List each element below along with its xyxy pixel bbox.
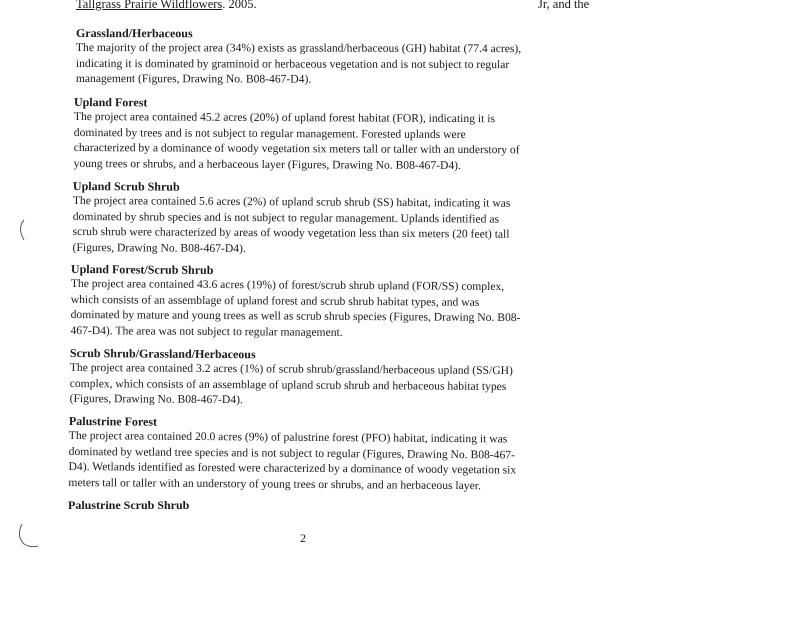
section-body bbox=[73, 193, 543, 258]
section-heading: Scrub Shrub/Grassland/Herbaceous bbox=[69, 346, 256, 362]
body-line: The project area contained 45.2 acres (20%) of upland forest habitat (FOR), indicating it is bbox=[73, 109, 496, 126]
body-line: indicating it is dominated by graminoid or herbaceous vegetation and is not subject to regular bbox=[75, 56, 510, 71]
body-line: The project area contained 20.0 acres (9%) of palustrine forest (PFO) habitat, indicating it was bbox=[68, 428, 508, 446]
body-line: (Figures, Drawing No. B08-467-D4). bbox=[69, 392, 243, 407]
reference-title: Tallgrass Prairie Wildflowers bbox=[76, 0, 223, 11]
section-palustrine-forest bbox=[68, 414, 539, 494]
body-line: D4). Wetlands identified as forested were characterized by a dominance of woody vegetation six bbox=[68, 460, 517, 477]
body-line: dominated by trees and is not subject to regular management. Forested uplands were bbox=[73, 125, 466, 141]
body-line: management (Figures, Drawing No. B08-467-D4). bbox=[75, 72, 312, 86]
body-line: which consists of an assemblage of upland forest and scrub shrub habitat types, and was bbox=[70, 292, 480, 309]
section-body bbox=[74, 109, 544, 174]
section-body bbox=[70, 276, 540, 342]
body-line: The project area contained 43.6 acres (19%) of forest/scrub shrub upland (FOR/SS) complex, bbox=[70, 276, 505, 294]
page-number: 2 bbox=[300, 531, 306, 545]
section-heading: Upland Forest bbox=[73, 95, 148, 110]
scan-hole-punch-mark bbox=[14, 218, 28, 242]
body-line: dominated by shrub species and is not subject to regular management. Uplands identified as bbox=[72, 209, 500, 226]
section-upland-forest bbox=[74, 95, 544, 174]
body-line: The project area contained 5.6 acres (2%) of upland scrub shrub (SS) habitat, indicating it was bbox=[72, 193, 511, 210]
body-line: young trees or shrubs, and a herbaceous layer (Figures, Drawing No. B08-467-D4). bbox=[73, 156, 461, 172]
top-fragment bbox=[76, 0, 590, 12]
scan-hole-punch-mark bbox=[14, 522, 40, 550]
body-line: 467-D4). The area was not subject to regular management. bbox=[70, 323, 343, 339]
section-heading: Palustrine Forest bbox=[68, 414, 158, 429]
body-line: dominated by wetland tree species and is not subject to regular (Figures, Drawing No. B08-467- bbox=[68, 444, 516, 462]
body-line: The majority of the project area (34%) exists as grassland/herbaceous (GH) habitat (77.4 acres), bbox=[75, 40, 522, 56]
section-heading: Grassland/Herbaceous bbox=[75, 26, 193, 41]
reference-tail: Jr, and the bbox=[538, 0, 590, 11]
body-line: characterized by a dominance of woody vegetation six meters tall or taller with an understory of bbox=[73, 141, 520, 157]
body-line: meters tall or taller with an understory of young trees or shrubs, and an herbaceous layer. bbox=[68, 475, 481, 493]
section-body bbox=[68, 428, 538, 494]
section-body bbox=[76, 40, 546, 88]
section-heading: Upland Scrub Shrub bbox=[72, 179, 180, 194]
section-body bbox=[70, 360, 540, 410]
section-upland-forest-scrub-shrub bbox=[70, 262, 541, 342]
body-line: (Figures, Drawing No. B08-467-D4). bbox=[72, 240, 246, 255]
section-palustrine-scrub-shrub bbox=[68, 498, 538, 512]
reference-year: . 2005. bbox=[222, 0, 257, 11]
body-line: complex, which consists of an assemblage of upland scrub shrub and herbaceous habitat types bbox=[69, 376, 507, 393]
section-heading: Palustrine Scrub Shrub bbox=[68, 498, 190, 512]
section-scrub-shrub-grassland bbox=[70, 346, 540, 410]
section-grassland-herbaceous bbox=[76, 26, 546, 88]
body-line: dominated by mature and young trees as well as scrub shrub species (Figures, Drawing No. B08- bbox=[70, 308, 521, 325]
section-heading: Upland Forest/Scrub Shrub bbox=[70, 262, 214, 277]
body-line: The project area contained 3.2 acres (1%) of scrub shrub/grassland/herbaceous upland (SS/GH) bbox=[69, 360, 513, 378]
body-line: scrub shrub were characterized by areas of woody vegetation less than six meters (20 feet) tall bbox=[72, 225, 510, 241]
section-upland-scrub-shrub bbox=[73, 179, 543, 258]
